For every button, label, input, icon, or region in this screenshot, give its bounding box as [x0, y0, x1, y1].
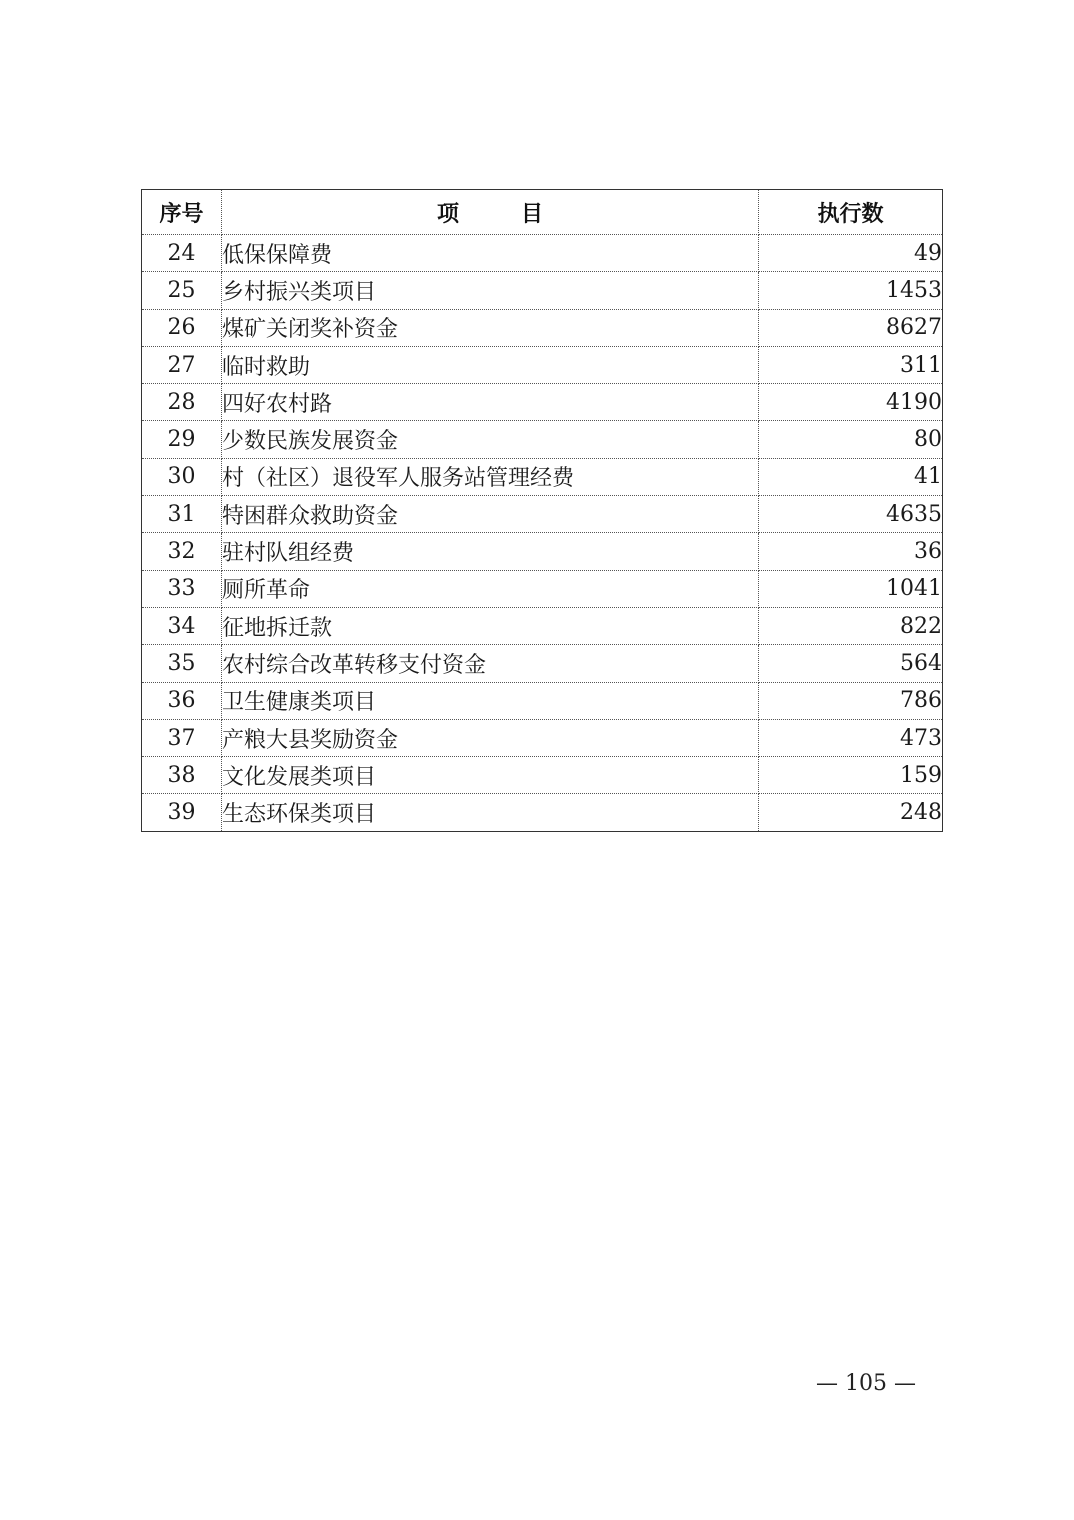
budget-execution-table	[141, 189, 943, 832]
row-item-name: 乡村振兴类项目	[222, 272, 759, 309]
table-row	[142, 384, 943, 421]
row-serial-number: 38	[142, 757, 222, 794]
row-item-name: 农村综合改革转移支付资金	[222, 645, 759, 682]
table-row	[142, 645, 943, 682]
row-executed-amount: 36	[759, 533, 943, 570]
row-item-name: 低保保障费	[222, 235, 759, 272]
header-item-part-2: 目	[521, 201, 544, 227]
row-executed-amount: 248	[900, 800, 942, 826]
table-row	[142, 272, 943, 309]
row-executed-amount: 4190	[759, 384, 943, 421]
row-item-name: 征地拆迁款	[222, 607, 759, 644]
table-body	[142, 235, 943, 832]
row-executed-amount: 80	[759, 421, 943, 458]
row-serial-number: 28	[142, 384, 222, 421]
row-executed-amount: 311	[759, 346, 943, 383]
table-row	[142, 719, 943, 756]
row-item-name: 产粮大县奖励资金	[222, 719, 759, 756]
row-item-name: 驻村队组经费	[222, 533, 759, 570]
row-item-name: 四好农村路	[222, 384, 759, 421]
row-serial-number: 39	[142, 794, 222, 831]
table-row	[142, 570, 943, 607]
header-executed-amount: 执行数	[759, 190, 943, 235]
table-row	[142, 607, 943, 644]
row-item-name: 村（社区）退役军人服务站管理经费	[222, 458, 759, 495]
row-executed-amount: 473	[759, 719, 943, 756]
row-serial-number: 37	[142, 719, 222, 756]
row-serial-number: 36	[142, 682, 222, 719]
table-row	[142, 682, 943, 719]
row-serial-number: 32	[142, 533, 222, 570]
row-serial-number: 35	[142, 645, 222, 682]
header-item-part-1: 项	[436, 201, 459, 227]
row-serial-number: 24	[142, 235, 222, 272]
row-executed-amount: 159	[759, 757, 943, 794]
row-executed-amount: 822	[759, 607, 943, 644]
table-row	[142, 346, 943, 383]
row-executed-amount: 41	[759, 458, 943, 495]
row-serial-number: 26	[142, 309, 222, 346]
table-row	[142, 757, 943, 794]
table-row	[142, 794, 943, 831]
table-row	[142, 458, 943, 495]
row-serial-number: 27	[142, 346, 222, 383]
row-item-name: 文化发展类项目	[222, 757, 759, 794]
row-item-name: 煤矿关闭奖补资金	[222, 309, 759, 346]
row-serial-number: 25	[142, 272, 222, 309]
row-item-name: 少数民族发展资金	[222, 421, 759, 458]
row-serial-number: 29	[142, 421, 222, 458]
row-executed-amount: 49	[759, 235, 943, 272]
row-serial-number: 31	[142, 496, 222, 533]
header-item	[222, 190, 759, 235]
row-item-name: 厕所革命	[222, 570, 759, 607]
row-serial-number: 34	[142, 607, 222, 644]
table-header-row	[142, 190, 943, 235]
header-serial-number: 序号	[142, 190, 222, 235]
table-row	[142, 235, 943, 272]
table-row	[142, 533, 943, 570]
row-serial-number: 33	[142, 570, 222, 607]
row-executed-amount: 786	[759, 682, 943, 719]
row-item-name: 特困群众救助资金	[222, 496, 759, 533]
row-executed-amount: 8627	[759, 309, 943, 346]
row-executed-amount: 1453	[759, 272, 943, 309]
row-item-name: 卫生健康类项目	[222, 682, 759, 719]
row-serial-number: 30	[142, 458, 222, 495]
table-row	[142, 309, 943, 346]
row-executed-amount: 564	[759, 645, 943, 682]
row-item-name: 临时救助	[222, 346, 759, 383]
table-row	[142, 421, 943, 458]
page-number: — 105 —	[816, 1371, 916, 1396]
row-executed-amount: 4635	[759, 496, 943, 533]
row-executed-amount: 1041	[759, 570, 943, 607]
row-item-name: 生态环保类项目	[222, 794, 759, 831]
table-row	[142, 496, 943, 533]
